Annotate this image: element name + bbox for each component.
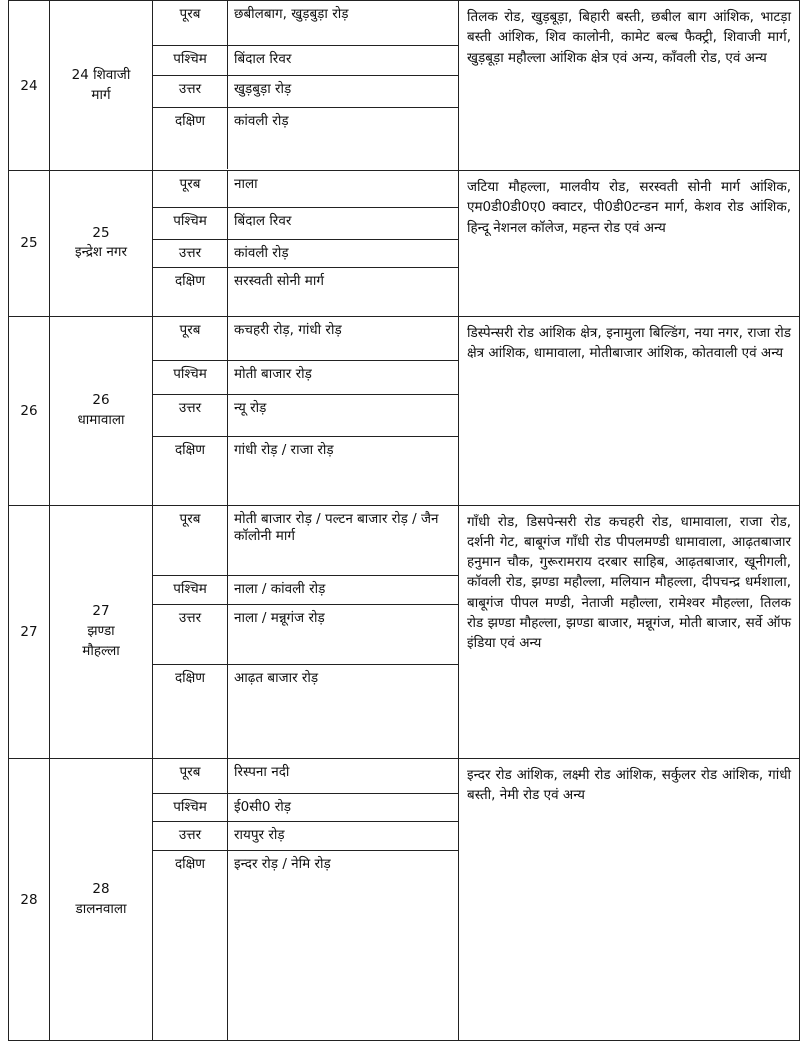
boundary-table	[153, 1, 458, 169]
ward-row	[9, 316, 800, 505]
ward-areas: जटिया मौहल्ला, मालवीय रोड, सरस्वती सोनी मार्ग आंशिक, एम0डी0डी0ए0 क्वाटर, पी0डी0टन्डन मार्ग, केशव रोड आंशिक, हिन्दू नेशनल कॉलेज, महन्त रोड एवं अन्य	[459, 171, 800, 317]
boundary-value: बिंदाल रिवर	[228, 207, 459, 239]
direction-label: पूरब	[153, 317, 228, 361]
boundary-value: खुड़बुड़ा रोड़	[228, 75, 459, 107]
direction-label: उत्तर	[153, 822, 228, 851]
ward-name-line: झण्डा	[87, 623, 115, 640]
direction-label: दक्षिण	[153, 850, 228, 1040]
boundary-row	[153, 107, 458, 169]
ward-number: 25	[9, 171, 50, 317]
boundary-row	[153, 317, 458, 361]
boundary-value: रायपुर रोड़	[228, 822, 459, 851]
ward-name-line: इन्द्रेश नगर	[74, 244, 128, 261]
ward-number: 26	[9, 316, 50, 505]
direction-label: उत्तर	[153, 75, 228, 107]
ward-name-line: 24 शिवाजी	[71, 66, 131, 83]
direction-label: उत्तर	[153, 239, 228, 268]
ward-name-line: मौहल्ला	[82, 642, 120, 659]
boundary-row	[153, 822, 458, 851]
boundary-value: नाला / कांवली रोड़	[228, 576, 459, 605]
direction-label: पश्चिम	[153, 45, 228, 75]
boundary-row	[153, 437, 458, 505]
ward-row	[9, 759, 800, 1041]
boundary-value: कांवली रोड़	[228, 239, 459, 268]
boundary-table	[153, 759, 458, 1040]
direction-label: पश्चिम	[153, 576, 228, 605]
boundary-value: नाला / मन्नूगंज रोड़	[228, 604, 459, 664]
direction-label: पश्चिम	[153, 793, 228, 822]
ward-row	[9, 171, 800, 317]
boundary-row	[153, 395, 458, 437]
ward-areas: इन्दर रोड आंशिक, लक्ष्मी रोड आंशिक, सर्कुलर रोड आंशिक, गांधी बस्ती, नेमी रोड एवं अन्य	[459, 759, 800, 1041]
boundary-value: बिंदाल रिवर	[228, 45, 459, 75]
ward-areas: तिलक रोड, खुड़बूड़ा, बिहारी बस्ती, छबील बाग आंशिक, भाटड़ा बस्ती आंशिक, शिव कालोनी, कामेट बल्ब फैक्ट्री, शिवाजी मार्ग, खुड़बूड़ा महौल्ला आंशिक क्षेत्र एवं अन्य, कॉंवली रोड, एवं अन्य	[459, 1, 800, 171]
boundary-value: इन्दर रोड़ / नेमि रोड़	[234, 855, 331, 872]
direction-label: पूरब	[153, 759, 228, 793]
ward-name-line: मार्ग	[91, 86, 111, 103]
ward-boundaries-table	[8, 0, 800, 1041]
boundary-value: रिस्पना नदी	[228, 759, 459, 793]
boundary-row	[153, 75, 458, 107]
boundary-row	[153, 759, 458, 793]
boundary-row	[153, 207, 458, 239]
boundary-value: गांधी रोड़ / राजा रोड़	[234, 442, 334, 459]
boundary-row	[153, 604, 458, 664]
boundary-row	[153, 850, 458, 1040]
ward-name-line: 27	[92, 603, 110, 620]
ward-name	[50, 505, 153, 759]
boundary-row	[153, 171, 458, 207]
boundary-value: ई0सी0 रोड़	[228, 793, 459, 822]
boundary-value: आढ़त बाजार रोड़	[234, 669, 319, 686]
direction-label: पश्चिम	[153, 207, 228, 239]
ward-boundaries	[153, 1, 459, 171]
ward-row	[9, 505, 800, 759]
ward-areas: गॉंधी रोड, डिसपेन्सरी रोड कचहरी रोड, धामावाला, राजा रोड, दर्शनी गेट, बाबूगंज गॉंधी रोड पीपलमण्डी धामावाला, आढ़तबाजार हनुमान चौक, गुरूरामराय दरबार साहिब, आढ़तबाजार, खूनीगली, कॉवली रोड, झण्डा महौल्ला, मलियान मौहल्ला, दीपचन्द्र धर्मशाला, बाबूगंज पीपल मण्डी, नेताजी महौल्ला, रामेश्वर मौहल्ला, तिलक रोड झण्डा मौहल्ला, झण्डा बाजार, मन्नूगंज, मोती बाजार, सर्वे ऑफ इंडिया एवं अन्य	[459, 505, 800, 759]
boundary-table	[153, 317, 458, 505]
ward-areas: डिस्पेन्सरी रोड आंशिक क्षेत्र, इनामुला बिल्डिंग, नया नगर, राजा रोड क्षेत्र आंशिक, धामावाला, मोतीबाजार आंशिक, कोतवाली एवं अन्य	[459, 316, 800, 505]
ward-boundaries	[153, 171, 459, 317]
boundary-table	[153, 506, 458, 759]
boundary-value: नाला	[228, 171, 459, 207]
ward-boundaries	[153, 316, 459, 505]
boundary-value: कचहरी रोड़, गांधी रोड़	[228, 317, 459, 361]
boundary-value: मोती बाजार रोड़	[228, 361, 459, 395]
boundary-row	[153, 506, 458, 576]
ward-name-line: 25	[92, 224, 110, 241]
ward-name-line: डालनवाला	[75, 900, 127, 917]
direction-label: दक्षिण	[153, 268, 228, 316]
boundary-row	[153, 793, 458, 822]
ward-number: 24	[9, 1, 50, 171]
ward-name-line: 26	[92, 391, 110, 408]
direction-label: पूरब	[153, 171, 228, 207]
direction-label: उत्तर	[153, 604, 228, 664]
direction-label: पूरब	[153, 1, 228, 45]
direction-label: दक्षिण	[153, 437, 228, 505]
direction-label: पश्चिम	[153, 361, 228, 395]
boundary-row	[153, 268, 458, 316]
boundary-value: मोती बाजार रोड़ / पल्टन बाजार रोड़ / जैन कॉलोनी मार्ग	[228, 506, 459, 576]
ward-name	[50, 759, 153, 1041]
direction-label: पूरब	[153, 506, 228, 576]
ward-number: 27	[9, 505, 50, 759]
ward-name	[50, 171, 153, 317]
boundary-row	[153, 239, 458, 268]
boundary-row	[153, 576, 458, 605]
ward-boundaries	[153, 759, 459, 1041]
direction-label: दक्षिण	[153, 107, 228, 169]
boundary-row	[153, 45, 458, 75]
ward-name-line: 28	[92, 881, 110, 898]
direction-label: उत्तर	[153, 395, 228, 437]
ward-name	[50, 316, 153, 505]
ward-name-line: धामावाला	[77, 411, 125, 428]
boundary-value: छबीलबाग, खुड़बुड़ा रोड़	[228, 1, 459, 45]
boundary-row	[153, 361, 458, 395]
boundary-row	[153, 664, 458, 758]
ward-boundaries	[153, 505, 459, 759]
ward-row	[9, 1, 800, 171]
boundary-table	[153, 171, 458, 316]
ward-name	[50, 1, 153, 171]
ward-number: 28	[9, 759, 50, 1041]
boundary-value: न्यू रोड़	[228, 395, 459, 437]
boundary-value: सरस्वती सोनी मार्ग	[234, 273, 324, 290]
boundary-row	[153, 1, 458, 45]
boundary-value: कांवली रोड़	[234, 112, 289, 129]
direction-label: दक्षिण	[153, 664, 228, 758]
